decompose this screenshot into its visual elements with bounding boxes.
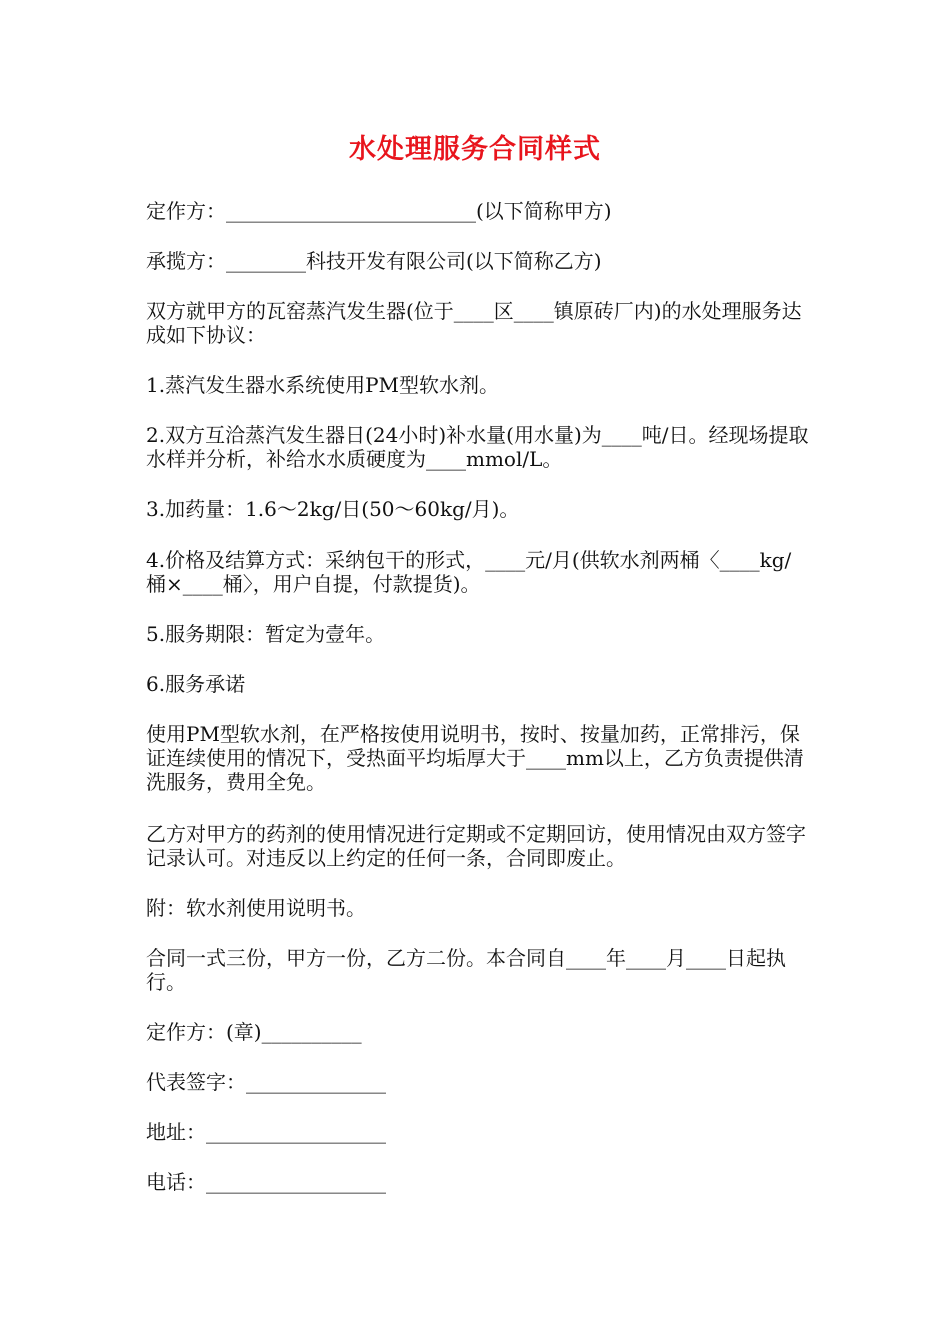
agreement-intro: 双方就甲方的瓦窑蒸汽发生器(位于____区____镇原砖厂内)的水处理服务达成如下协议：	[146, 299, 802, 347]
clause-4: 4.价格及结算方式：采纳包干的形式，____元/月(供软水剂两桶〈____kg/桶×____桶〉，用户自提，付款提货)。	[146, 548, 792, 596]
clause-1: 1.蒸汽发生器水系统使用PM型软水剂。	[146, 373, 500, 397]
signature-address: 地址：__________________	[146, 1120, 386, 1144]
clause-5: 5.服务期限：暂定为壹年。	[146, 622, 386, 646]
document-title: 水处理服务合同样式	[349, 134, 601, 165]
party-b-line: 承揽方：________科技开发有限公司(以下简称乙方)	[146, 249, 602, 273]
service-commitment: 使用PM型软水剂，在严格按使用说明书，按时、按量加药，正常排污，保证连续使用的情况下，受热面平均垢厚大于____mm以上，乙方负责提供清洗服务，费用全免。	[146, 722, 804, 794]
copies-and-effective-date: 合同一式三份，甲方一份，乙方二份。本合同自____年____月____日起执行。	[146, 946, 786, 994]
signature-party-a: 定作方：(章)__________	[146, 1020, 362, 1044]
clause-3: 3.加药量：1.6～2kg/日(50～60kg/月)。	[146, 497, 520, 521]
clause-6-heading: 6.服务承诺	[146, 672, 246, 696]
signature-representative: 代表签字：______________	[146, 1070, 386, 1094]
follow-up-terms: 乙方对甲方的药剂的使用情况进行定期或不定期回访，使用情况由双方签字记录认可。对违反以上约定的任何一条，合同即废止。	[146, 822, 806, 870]
attachment-note: 附：软水剂使用说明书。	[146, 896, 366, 920]
party-a-line: 定作方：_________________________(以下简称甲方)	[146, 199, 612, 223]
clause-2: 2.双方互洽蒸汽发生器日(24小时)补水量(用水量)为____吨/日。经现场提取水样并分析，补给水水质硬度为____mmol/L。	[146, 423, 809, 471]
signature-phone: 电话：__________________	[146, 1170, 386, 1194]
